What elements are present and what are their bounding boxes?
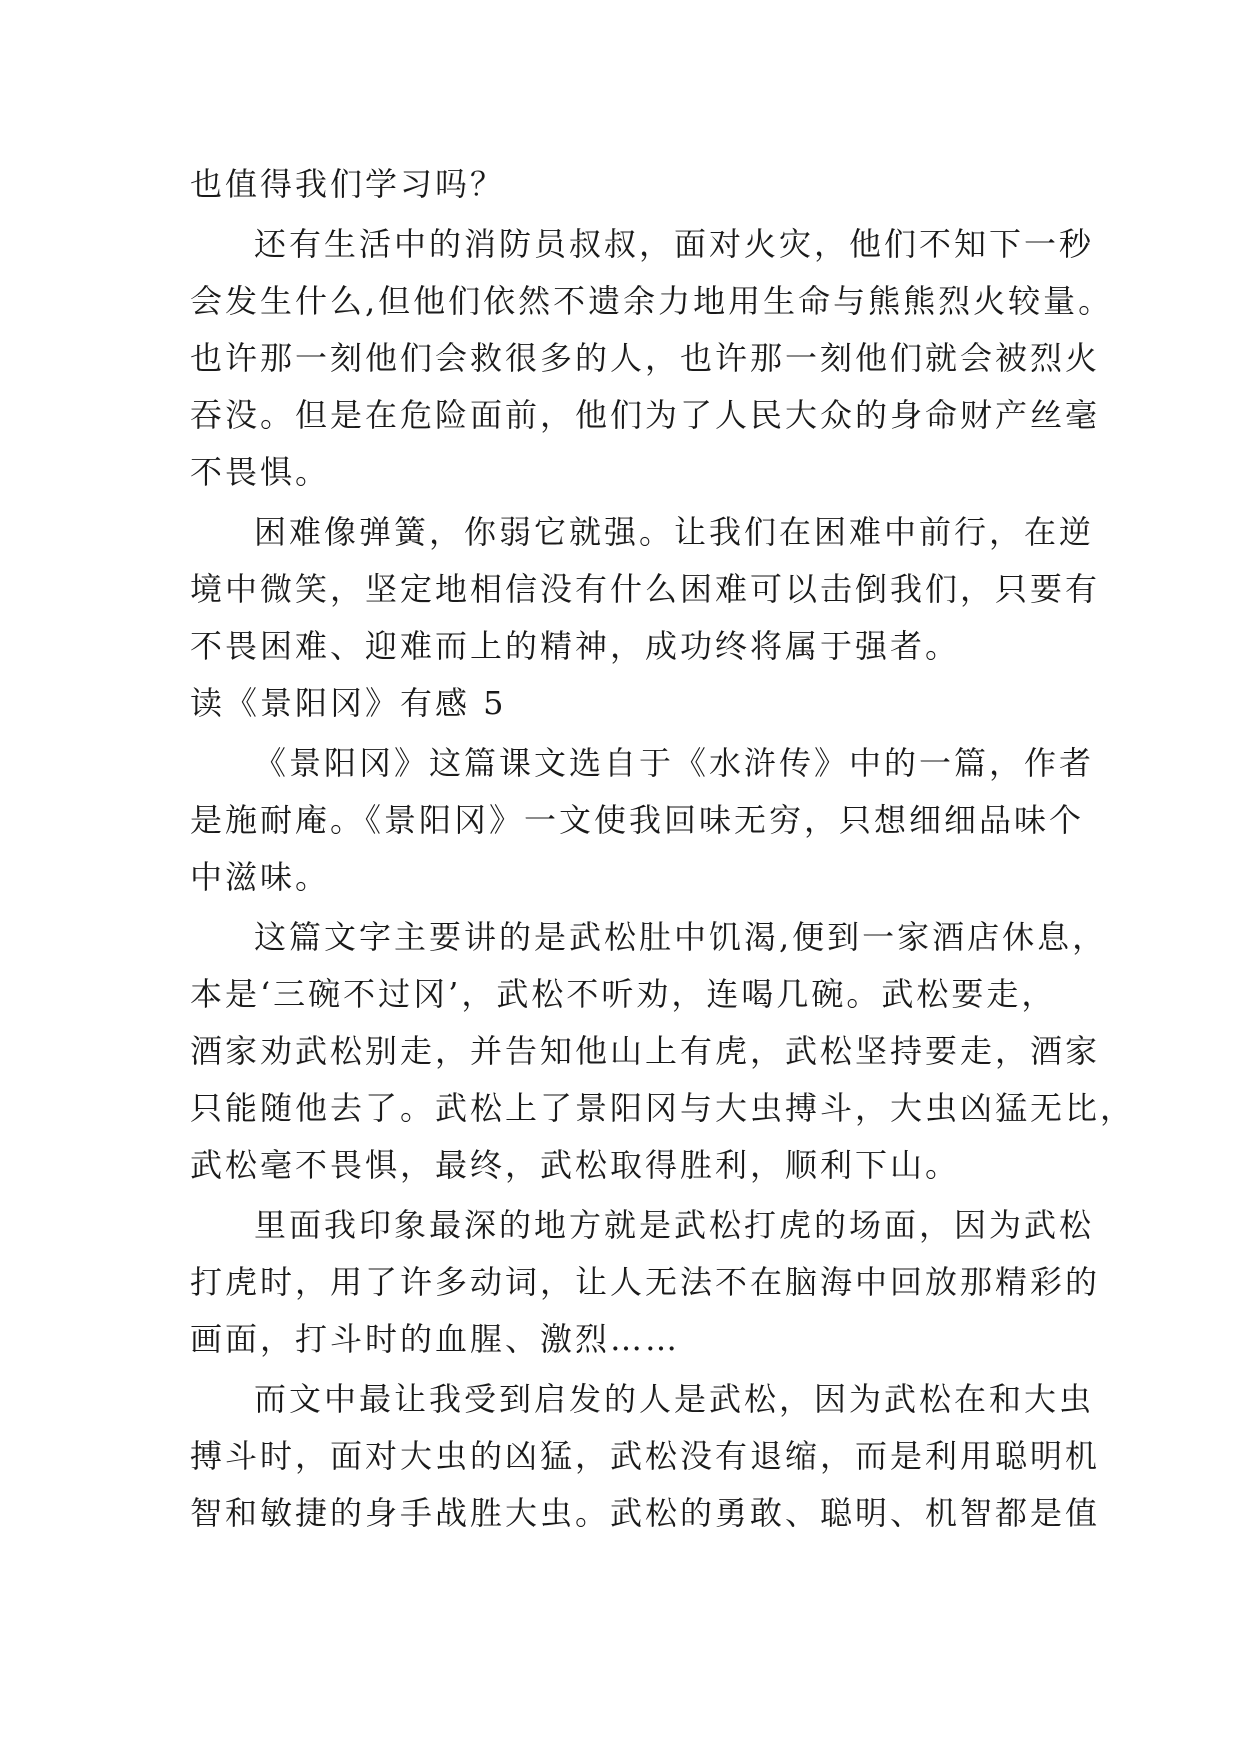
paragraph-start-line: 里面我印象最深的地方就是武松打虎的场面，因为武松 <box>254 1206 1095 1244</box>
text-line: 中滋味。 <box>190 858 331 896</box>
text-line: 武松毫不畏惧，最终，武松取得胜利，顺利下山。 <box>190 1146 961 1184</box>
text-line: 也许那一刻他们会救很多的人，也许那一刻他们就会被烈火 <box>190 339 1101 377</box>
text-line: 也值得我们学习吗？ <box>190 165 506 203</box>
text-line: 会发生什么,但他们依然不遗余力地用生命与熊熊烈火较量。 <box>190 282 1114 320</box>
text-line: 吞没。但是在危险面前，他们为了人民大众的身命财产丝毫 <box>190 396 1101 434</box>
paragraph-start-line: 困难像弹簧，你弱它就强。让我们在困难中前行，在逆 <box>254 513 1095 551</box>
text-line: 是施耐庵。《景阳冈》一文使我回味无穷，只想细细品味个 <box>190 801 1085 839</box>
text-line: 境中微笑，坚定地相信没有什么困难可以击倒我们，只要有 <box>190 570 1101 608</box>
text-line: 打虎时，用了许多动词，让人无法不在脑海中回放那精彩的 <box>190 1263 1101 1301</box>
paragraph-start-line: 《景阳冈》这篇课文选自于《水浒传》中的一篇，作者 <box>254 744 1095 782</box>
section-heading: 读《景阳冈》有感 5 <box>190 684 507 722</box>
paragraph-start-line: 这篇文字主要讲的是武松肚中饥渴,便到一家酒店休息， <box>254 918 1108 956</box>
text-line: 只能随他去了。武松上了景阳冈与大虫搏斗，大虫凶猛无比， <box>190 1089 1136 1127</box>
text-line: 酒家劝武松别走，并告知他山上有虎，武松坚持要走，酒家 <box>190 1032 1101 1070</box>
text-line: 智和敏捷的身手战胜大虫。武松的勇敢、聪明、机智都是值 <box>190 1494 1101 1532</box>
text-line: 不畏困难、迎难而上的精神，成功终将属于强者。 <box>190 627 961 665</box>
text-line: 本是‘三碗不过冈’，武松不听劝，连喝几碗。武松要走， <box>190 975 1057 1013</box>
text-line: 搏斗时，面对大虫的凶猛，武松没有退缩，而是利用聪明机 <box>190 1437 1101 1475</box>
text-line: 画面，打斗时的血腥、激烈…… <box>190 1320 681 1358</box>
text-line: 不畏惧。 <box>190 453 331 491</box>
paragraph-start-line: 而文中最让我受到启发的人是武松，因为武松在和大虫 <box>254 1380 1095 1418</box>
paragraph-start-line: 还有生活中的消防员叔叔，面对火灾，他们不知下一秒 <box>254 225 1095 263</box>
